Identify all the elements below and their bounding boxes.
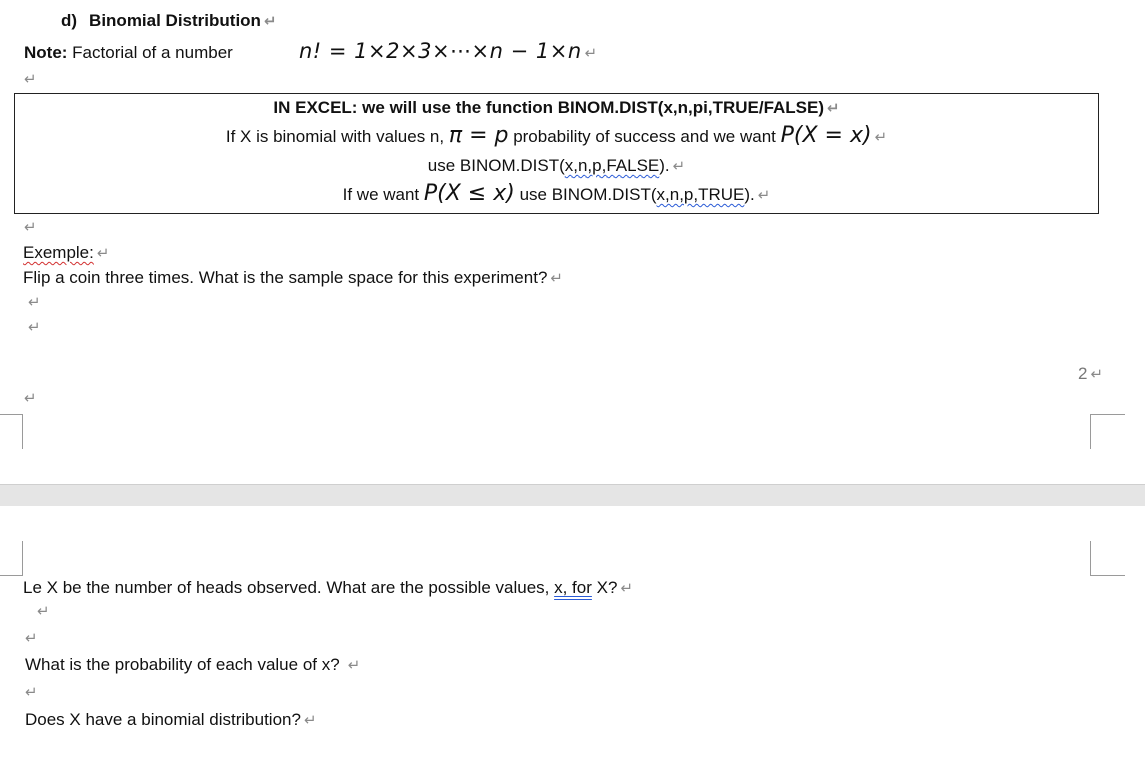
empty-paragraph-mark: ↵: [25, 630, 38, 647]
page-break-gap: [0, 484, 1145, 507]
crop-mark-top-left: [0, 414, 23, 449]
paragraph-mark: ↵: [96, 245, 110, 262]
math-pleq-text: P(X ≤ x): [423, 181, 515, 206]
empty-paragraph-mark: ↵: [24, 219, 37, 236]
formula-text: n! = 1×2×3×⋯×n − 1×n: [299, 39, 582, 63]
excel-line3-text-b: ).: [659, 156, 670, 175]
excel-args-true: x,n,p,TRUE: [656, 185, 745, 204]
crop-mark-bottom-right: [1090, 541, 1125, 576]
excel-line2-text-a: If X is binomial with values n,: [225, 127, 449, 146]
paragraph-mark: ↵: [347, 657, 361, 674]
math-p-x-leq-x: [424, 181, 515, 206]
excel-line4-text-c: ).: [744, 185, 755, 204]
section-heading[interactable]: [61, 10, 277, 33]
excel-line2-text-b: probability of success and we want: [508, 127, 781, 146]
excel-line4-text-b: use BINOM.DIST(: [514, 185, 657, 204]
math-pxx-text: P(X = x): [780, 123, 872, 148]
paragraph-mark: ↵: [263, 13, 277, 30]
note-text: Factorial of a number: [67, 43, 233, 62]
excel-info-box[interactable]: [14, 93, 1099, 214]
paragraph-mark: ↵: [550, 270, 563, 287]
example-label-text: Exemple:: [23, 243, 94, 262]
excel-box-line-1: [15, 98, 1098, 118]
excel-line3-text-a: use BINOM.DIST(: [427, 156, 565, 175]
empty-paragraph-mark: ↵: [28, 319, 41, 336]
empty-paragraph-mark: ↵: [37, 603, 50, 620]
example-label[interactable]: [23, 242, 109, 265]
question-probability[interactable]: [25, 654, 360, 677]
excel-box-line-4: [15, 181, 1098, 206]
math-pi-equals-p: [449, 123, 509, 148]
paragraph-mark: ↵: [1090, 366, 1104, 383]
excel-line4-text-a: If we want: [342, 185, 424, 204]
empty-paragraph-mark: ↵: [24, 390, 37, 407]
page-number-text: 2: [1078, 364, 1088, 383]
question4-text: Does X have a binomial distribution?: [25, 710, 301, 729]
paragraph-mark: ↵: [672, 158, 686, 175]
paragraph-mark: ↵: [303, 712, 317, 729]
question2-underlined: x, for: [554, 578, 592, 597]
heading-label: d): [61, 11, 78, 30]
heading-title: Binomial Distribution: [89, 11, 261, 30]
question2-text-a: Le X be the number of heads observed. What are the possible values,: [23, 578, 555, 597]
paragraph-mark: ↵: [584, 44, 598, 62]
crop-mark-top-right: [1090, 414, 1125, 449]
note-label: Note:: [24, 43, 68, 62]
math-pi-p-text: π = p: [448, 123, 509, 148]
question3-text: What is the probability of each value of x?: [25, 655, 340, 674]
crop-mark-bottom-left: [0, 541, 23, 576]
page-number: [1078, 364, 1103, 384]
excel-function-text: IN EXCEL: we will use the function BINOM.DIST(x,n,pi,TRUE/FALSE): [273, 98, 825, 117]
question-binomial[interactable]: [25, 709, 317, 732]
excel-args-false: x,n,p,FALSE: [564, 156, 660, 175]
empty-paragraph-mark: ↵: [25, 684, 38, 701]
empty-paragraph-mark: ↵: [28, 294, 41, 311]
question2-text-b: X?: [591, 578, 618, 597]
math-p-x-equals-x: [781, 123, 872, 148]
question1-text: Flip a coin three times. What is the sample space for this experiment?: [23, 268, 548, 287]
question-possible-values[interactable]: [23, 577, 633, 600]
excel-box-line-2: [15, 123, 1098, 148]
empty-paragraph-mark: ↵: [24, 71, 37, 88]
note-line[interactable]: [24, 42, 233, 64]
factorial-formula[interactable]: [299, 40, 598, 64]
paragraph-mark: ↵: [757, 187, 771, 204]
question-sample-space[interactable]: [23, 267, 563, 290]
paragraph-mark: ↵: [620, 580, 634, 597]
excel-box-line-3: [15, 156, 1098, 176]
paragraph-mark: ↵: [874, 129, 888, 146]
paragraph-mark: ↵: [827, 100, 840, 117]
